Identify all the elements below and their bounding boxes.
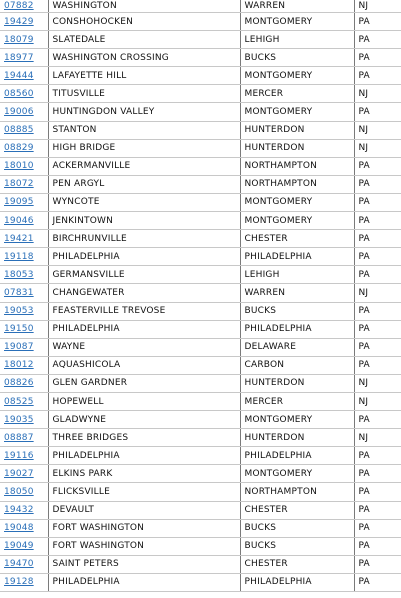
- zip-code-link[interactable]: 18053: [4, 269, 34, 280]
- table-row: [0, 85, 401, 103]
- state-cell: PA: [354, 302, 401, 320]
- table-row: [0, 374, 401, 392]
- state-cell: NJ: [354, 374, 401, 392]
- table-row: [0, 230, 401, 248]
- table-row: [0, 411, 401, 429]
- county-cell: BUCKS: [240, 537, 354, 555]
- county-cell: MONTGOMERY: [240, 465, 354, 483]
- county-cell: MONTGOMERY: [240, 193, 354, 211]
- zip-code-link[interactable]: 08826: [4, 378, 34, 389]
- county-cell: CHESTER: [240, 230, 354, 248]
- county-cell: LEHIGH: [240, 31, 354, 49]
- table-row: [0, 302, 401, 320]
- state-cell: NJ: [354, 392, 401, 410]
- county-cell: MONTGOMERY: [240, 103, 354, 121]
- zip-cell: [0, 212, 48, 230]
- state-cell: PA: [354, 248, 401, 266]
- table-row: [0, 49, 401, 67]
- city-cell: DEVAULT: [48, 501, 240, 519]
- table-row: [0, 266, 401, 284]
- county-cell: DELAWARE: [240, 338, 354, 356]
- city-cell: GLEN GARDNER: [48, 374, 240, 392]
- county-cell: NORTHAMPTON: [240, 175, 354, 193]
- table-row: [0, 248, 401, 266]
- zip-cell: [0, 411, 48, 429]
- state-cell: PA: [354, 537, 401, 555]
- zip-code-link[interactable]: 08887: [4, 432, 34, 443]
- city-cell: STANTON: [48, 121, 240, 139]
- county-cell: MONTGOMERY: [240, 212, 354, 230]
- state-cell: PA: [354, 31, 401, 49]
- table-row: [0, 193, 401, 211]
- zip-code-link[interactable]: 18079: [4, 34, 34, 45]
- zip-cell: [0, 501, 48, 519]
- table-row: [0, 175, 401, 193]
- table-row: [0, 0, 401, 13]
- zip-code-link[interactable]: 07831: [4, 287, 34, 298]
- table-row: [0, 157, 401, 175]
- zip-code-link[interactable]: 08525: [4, 396, 34, 407]
- state-cell: PA: [354, 483, 401, 501]
- zip-code-link[interactable]: 19035: [4, 414, 34, 425]
- county-cell: NORTHAMPTON: [240, 483, 354, 501]
- city-cell: LAFAYETTE HILL: [48, 67, 240, 85]
- county-cell: LEHIGH: [240, 266, 354, 284]
- state-cell: PA: [354, 175, 401, 193]
- zip-cell: [0, 31, 48, 49]
- table-row: [0, 320, 401, 338]
- zip-cell: [0, 519, 48, 537]
- county-cell: NORTHAMPTON: [240, 157, 354, 175]
- zip-cell: [0, 374, 48, 392]
- zip-cell: [0, 356, 48, 374]
- zip-cell: [0, 139, 48, 157]
- county-cell: MERCER: [240, 392, 354, 410]
- zip-cell: [0, 429, 48, 447]
- state-cell: PA: [354, 356, 401, 374]
- state-cell: PA: [354, 411, 401, 429]
- table-row: [0, 13, 401, 31]
- city-cell: WAYNE: [48, 338, 240, 356]
- table-row: [0, 284, 401, 302]
- state-cell: PA: [354, 67, 401, 85]
- city-cell: ACKERMANVILLE: [48, 157, 240, 175]
- zip-code-link[interactable]: 19027: [4, 468, 34, 479]
- zip-code-link[interactable]: 19128: [4, 577, 34, 588]
- table-row: [0, 31, 401, 49]
- table-row: [0, 356, 401, 374]
- state-cell: PA: [354, 465, 401, 483]
- county-cell: CARBON: [240, 356, 354, 374]
- table-row: [0, 555, 401, 573]
- county-cell: CHESTER: [240, 501, 354, 519]
- city-cell: WASHINGTON: [48, 0, 240, 13]
- zip-code-link[interactable]: 08829: [4, 143, 34, 154]
- zip-cell: [0, 447, 48, 465]
- zip-code-link[interactable]: 19095: [4, 197, 34, 208]
- county-cell: PHILADELPHIA: [240, 320, 354, 338]
- zip-code-link[interactable]: 18012: [4, 360, 34, 371]
- city-cell: PHILADELPHIA: [48, 320, 240, 338]
- city-cell: HUNTINGDON VALLEY: [48, 103, 240, 121]
- city-cell: FORT WASHINGTON: [48, 519, 240, 537]
- city-cell: GERMANSVILLE: [48, 266, 240, 284]
- zip-cell: [0, 85, 48, 103]
- state-cell: PA: [354, 320, 401, 338]
- table-row: [0, 67, 401, 85]
- zip-cell: [0, 0, 48, 13]
- zip-code-link[interactable]: 19116: [4, 450, 34, 461]
- city-cell: FORT WASHINGTON: [48, 537, 240, 555]
- state-cell: NJ: [354, 85, 401, 103]
- zip-cell: [0, 483, 48, 501]
- zip-cell: [0, 537, 48, 555]
- zip-cell: [0, 248, 48, 266]
- table-row: [0, 573, 401, 591]
- table-row: [0, 483, 401, 501]
- city-cell: PHILADELPHIA: [48, 447, 240, 465]
- zip-code-link[interactable]: 19049: [4, 541, 34, 552]
- state-cell: NJ: [354, 429, 401, 447]
- state-cell: PA: [354, 103, 401, 121]
- zip-cell: [0, 103, 48, 121]
- table-row: [0, 212, 401, 230]
- table-row: [0, 338, 401, 356]
- city-cell: FEASTERVILLE TREVOSE: [48, 302, 240, 320]
- zip-cell: [0, 302, 48, 320]
- table-row: [0, 465, 401, 483]
- county-cell: MONTGOMERY: [240, 411, 354, 429]
- county-cell: PHILADELPHIA: [240, 447, 354, 465]
- city-cell: JENKINTOWN: [48, 212, 240, 230]
- state-cell: NJ: [354, 284, 401, 302]
- zip-code-link[interactable]: 19118: [4, 251, 34, 262]
- zip-code-link[interactable]: 18977: [4, 52, 34, 63]
- state-cell: PA: [354, 212, 401, 230]
- city-cell: WASHINGTON CROSSING: [48, 49, 240, 67]
- county-cell: WARREN: [240, 284, 354, 302]
- state-cell: PA: [354, 501, 401, 519]
- state-cell: NJ: [354, 0, 401, 13]
- city-cell: SLATEDALE: [48, 31, 240, 49]
- zip-cell: [0, 338, 48, 356]
- state-cell: PA: [354, 230, 401, 248]
- zip-cell: [0, 266, 48, 284]
- table-row: [0, 392, 401, 410]
- state-cell: NJ: [354, 121, 401, 139]
- zip-code-link[interactable]: 18072: [4, 179, 34, 190]
- table-row: [0, 519, 401, 537]
- zip-code-link[interactable]: 18010: [4, 161, 34, 172]
- city-cell: SAINT PETERS: [48, 555, 240, 573]
- zip-cell: [0, 121, 48, 139]
- zip-cell: [0, 175, 48, 193]
- zip-code-link[interactable]: 19087: [4, 342, 34, 353]
- zip-code-link[interactable]: 07882: [4, 1, 34, 11]
- city-cell: ELKINS PARK: [48, 465, 240, 483]
- zip-code-link[interactable]: 18050: [4, 486, 34, 497]
- zip-code-link[interactable]: 19048: [4, 523, 34, 534]
- state-cell: PA: [354, 157, 401, 175]
- zip-code-link[interactable]: 19006: [4, 107, 34, 118]
- city-cell: HIGH BRIDGE: [48, 139, 240, 157]
- state-cell: PA: [354, 447, 401, 465]
- city-cell: AQUASHICOLA: [48, 356, 240, 374]
- county-cell: CHESTER: [240, 555, 354, 573]
- state-cell: PA: [354, 266, 401, 284]
- zip-cell: [0, 157, 48, 175]
- zip-cell: [0, 49, 48, 67]
- zip-cell: [0, 193, 48, 211]
- table-row: [0, 139, 401, 157]
- zip-code-link[interactable]: 19150: [4, 324, 34, 335]
- zip-code-link[interactable]: 19046: [4, 215, 34, 226]
- county-cell: HUNTERDON: [240, 139, 354, 157]
- county-cell: MERCER: [240, 85, 354, 103]
- zip-cell: [0, 555, 48, 573]
- county-cell: MONTGOMERY: [240, 67, 354, 85]
- city-cell: HOPEWELL: [48, 392, 240, 410]
- state-cell: PA: [354, 519, 401, 537]
- state-cell: PA: [354, 338, 401, 356]
- city-cell: WYNCOTE: [48, 193, 240, 211]
- county-cell: HUNTERDON: [240, 121, 354, 139]
- city-cell: PEN ARGYL: [48, 175, 240, 193]
- county-cell: HUNTERDON: [240, 374, 354, 392]
- city-cell: TITUSVILLE: [48, 85, 240, 103]
- county-cell: BUCKS: [240, 519, 354, 537]
- zip-code-link[interactable]: 19421: [4, 233, 34, 244]
- city-cell: PHILADELPHIA: [48, 573, 240, 591]
- state-cell: PA: [354, 555, 401, 573]
- state-cell: NJ: [354, 139, 401, 157]
- table-row: [0, 501, 401, 519]
- zip-code-link[interactable]: 19444: [4, 70, 34, 81]
- zip-cell: [0, 13, 48, 31]
- zip-cell: [0, 320, 48, 338]
- zip-code-link[interactable]: 19429: [4, 16, 34, 27]
- zip-cell: [0, 67, 48, 85]
- table-row: [0, 429, 401, 447]
- city-cell: PHILADELPHIA: [48, 248, 240, 266]
- city-cell: BIRCHRUNVILLE: [48, 230, 240, 248]
- state-cell: PA: [354, 193, 401, 211]
- zip-code-link[interactable]: 19432: [4, 505, 34, 516]
- table-row: [0, 103, 401, 121]
- zip-cell: [0, 230, 48, 248]
- zip-cell: [0, 284, 48, 302]
- zip-code-link[interactable]: 08885: [4, 125, 34, 136]
- zip-code-link[interactable]: 08560: [4, 88, 34, 99]
- county-cell: WARREN: [240, 0, 354, 13]
- county-cell: BUCKS: [240, 49, 354, 67]
- county-cell: BUCKS: [240, 302, 354, 320]
- city-cell: FLICKSVILLE: [48, 483, 240, 501]
- zip-code-link[interactable]: 19053: [4, 306, 34, 317]
- state-cell: PA: [354, 49, 401, 67]
- state-cell: PA: [354, 13, 401, 31]
- county-cell: PHILADELPHIA: [240, 248, 354, 266]
- table-row: [0, 121, 401, 139]
- zip-cell: [0, 392, 48, 410]
- city-cell: THREE BRIDGES: [48, 429, 240, 447]
- table-row: [0, 447, 401, 465]
- county-cell: MONTGOMERY: [240, 13, 354, 31]
- zip-cell: [0, 465, 48, 483]
- zip-cell: [0, 573, 48, 591]
- zip-code-link[interactable]: 19470: [4, 559, 34, 570]
- county-cell: PHILADELPHIA: [240, 573, 354, 591]
- county-cell: HUNTERDON: [240, 429, 354, 447]
- city-cell: GLADWYNE: [48, 411, 240, 429]
- table-row: [0, 537, 401, 555]
- city-cell: CHANGEWATER: [48, 284, 240, 302]
- state-cell: PA: [354, 573, 401, 591]
- city-cell: CONSHOHOCKEN: [48, 13, 240, 31]
